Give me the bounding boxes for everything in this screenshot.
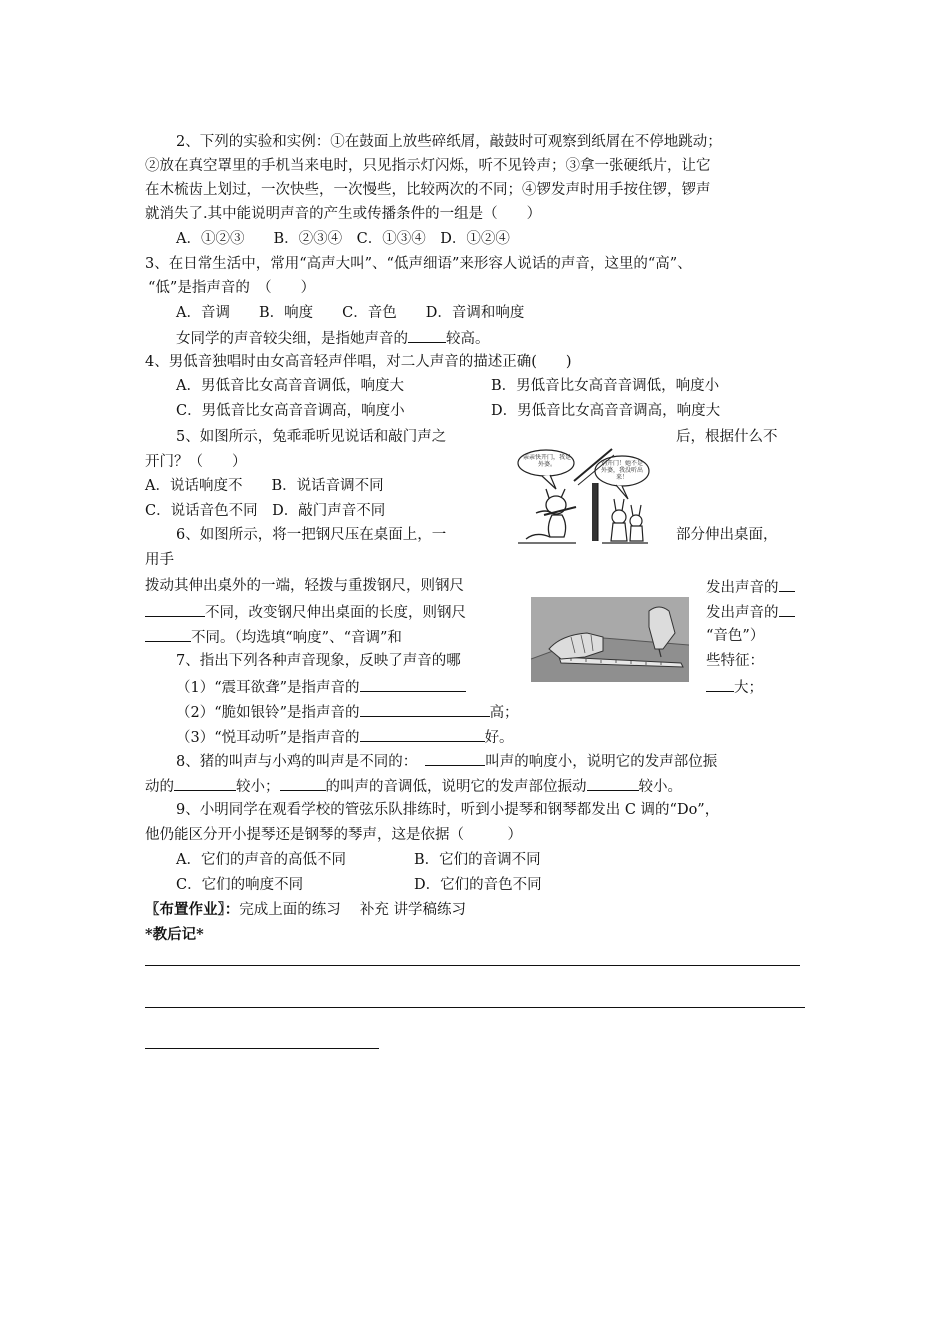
q7-item-3-end: 好。	[484, 730, 514, 746]
q6-line-1b: 部分伸出桌面，	[676, 527, 778, 543]
q7-blank-1a	[360, 676, 466, 692]
q6-line-5a-text: 不同。（均选填“响度”、“音调”和	[191, 630, 402, 646]
q2-line-1: 2、下列的实验和实例：①在鼓面上放些碎纸屑，敲鼓时可观察到纸屑在不停地跳动；	[176, 134, 722, 150]
q7-item-1	[176, 676, 466, 698]
q7-item-1-end-text: 大；	[734, 680, 763, 696]
q3-extra	[176, 327, 490, 349]
q6-blank-1b	[145, 601, 205, 617]
q7-blank-1b	[706, 676, 734, 692]
postscript-rule-3	[145, 1048, 379, 1049]
q4-stem: 4、男低音独唱时由女高音轻声伴唱，对二人声音的描述正确( )	[145, 354, 572, 370]
q5-line-2: 开门？（ ）	[145, 454, 247, 470]
q3-options: A．音调 B．响度 C．音色 D．音调和响度	[176, 305, 525, 321]
q5-line-1b: 后，根据什么不	[676, 429, 778, 445]
q3-extra-text: 女同学的声音较尖细，是指她声音的	[176, 331, 408, 347]
q6-blank-2a	[779, 601, 795, 617]
q7-blank-2	[360, 701, 490, 717]
q7-stem-b: 些特征：	[706, 653, 764, 669]
q8-blank-3	[280, 775, 326, 791]
q6-line-5b: “音色”）	[706, 628, 765, 644]
q6-line-4a-text: 不同，改变钢尺伸出桌面的长度，则钢尺	[205, 605, 466, 621]
q7-item-2-end: 高；	[489, 705, 519, 721]
q9-option-d: D．它们的音色不同	[414, 877, 542, 893]
q8-line-2-c: 的叫声的音调低，说明它的发声部位振动	[325, 779, 587, 795]
q6-line-1a: 6、如图所示，将一把钢尺压在桌面上，一	[176, 527, 447, 543]
q6-line-3b	[706, 576, 795, 598]
q6-line-3b-text: 发出声音的	[706, 580, 779, 596]
q6-line-2: 用手	[145, 552, 174, 568]
q7-item-2	[176, 701, 519, 723]
bubble-text-1: 亲亲快开门，我是外婆。	[522, 454, 571, 468]
q9-line-2: 他仍能区分开小提琴还是钢琴的琴声，这是依据（ ）	[145, 827, 522, 843]
q6-line-4b-text: 发出声音的	[706, 605, 779, 621]
q6-line-3a: 拨动其伸出桌外的一端，轻拨与重拨钢尺，则钢尺	[145, 578, 464, 594]
q7-item-3-text: （3）“悦耳动听”是指声音的	[176, 730, 360, 746]
ruler-desk-photo	[531, 597, 689, 682]
q5-options-ab: A．说话响度不 B．说话音调不同	[145, 478, 384, 494]
q2-line-2: ②放在真空罩里的手机当来电时，只见指示灯闪烁，听不见铃声；③拿一张硬纸片，让它	[145, 158, 711, 174]
q9-option-c: C．它们的响度不同	[176, 877, 304, 893]
q8-line-2-b: 较小；	[236, 779, 280, 795]
q6-blank-1a	[779, 576, 795, 592]
bubble-text-2: 别开门！她不是外婆，我没听出来！	[600, 460, 643, 481]
homework	[145, 900, 466, 920]
q2-options: A．①②③ B．②③④ C．①③④ D．①②④	[176, 231, 510, 247]
postscript-rule-1	[145, 965, 800, 966]
q5-line-1a: 5、如图所示，兔乖乖听见说话和敲门声之	[176, 429, 447, 445]
postscript-label: *教后记*	[145, 926, 204, 943]
q9-line-1: 9、小明同学在观看学校的管弦乐队排练时，听到小提琴和钢琴都发出 C 调的“Do”，	[176, 802, 720, 818]
homework-label: 〖布置作业〗：	[145, 901, 240, 918]
q7-blank-3	[360, 726, 485, 742]
q4-option-a: A．男低音比女高音音调低，响度大	[176, 378, 404, 394]
q4-option-d: D．男低音比女高音音调高，响度大	[491, 403, 721, 419]
q6-line-5a	[145, 626, 402, 648]
q6-line-4b	[706, 601, 795, 623]
q8-line-1-text: 8、猪的叫声与小鸡的叫声是不同的：	[176, 754, 418, 770]
q2-line-3: 在木梳齿上划过，一次快些，一次慢些，比较两次的不同；④锣发声时用手按住锣，锣声	[145, 182, 711, 198]
q9-option-a: A．它们的声音的高低不同	[176, 852, 346, 868]
q6-line-4a	[145, 601, 466, 623]
q7-item-1-end	[706, 676, 763, 698]
homework-text: 完成上面的练习 补充 讲学稿练习	[239, 902, 466, 918]
q7-stem-a: 7、指出下列各种声音现象，反映了声音的哪	[176, 653, 461, 669]
q8-line-1-end: 叫声的响度小，说明它的发声部位振	[485, 754, 718, 770]
q3-line-1: 3、在日常生活中，常用“高声大叫”、“低声细语”来形容人说话的声音，这里的“高”、	[145, 256, 692, 272]
q8-blank-2	[174, 775, 236, 791]
q5-options-cd: C．说话音色不同 D．敲门声音不同	[145, 503, 386, 519]
q3-line-2: “低”是指声音的 （ ）	[148, 280, 316, 296]
q8-line-2	[145, 775, 682, 797]
q4-option-b: B．男低音比女高音音调低，响度小	[491, 378, 720, 394]
q2-line-4: 就消失了.其中能说明声音的产生或传播条件的一组是（ ）	[145, 206, 542, 222]
q3-extra-end: 较高。	[446, 331, 490, 347]
q6-blank-2b	[145, 626, 191, 642]
q4-option-c: C．男低音比女高音音调高，响度小	[176, 403, 405, 419]
q7-item-2-text: （2）“脆如银铃”是指声音的	[176, 705, 360, 721]
rabbit-door-illustration	[516, 443, 652, 547]
q8-line-2-d: 较小。	[638, 779, 682, 795]
q8-line-1	[176, 750, 717, 772]
postscript-rule-2	[145, 1007, 805, 1008]
q7-item-3	[176, 726, 514, 748]
q3-blank	[408, 327, 446, 343]
q8-blank-4	[587, 775, 639, 791]
q7-item-1-text: （1）“震耳欲聋”是指声音的	[176, 680, 360, 696]
q8-blank-1	[425, 750, 485, 766]
q9-option-b: B．它们的音调不同	[414, 852, 541, 868]
q8-line-2-a: 动的	[145, 779, 174, 795]
